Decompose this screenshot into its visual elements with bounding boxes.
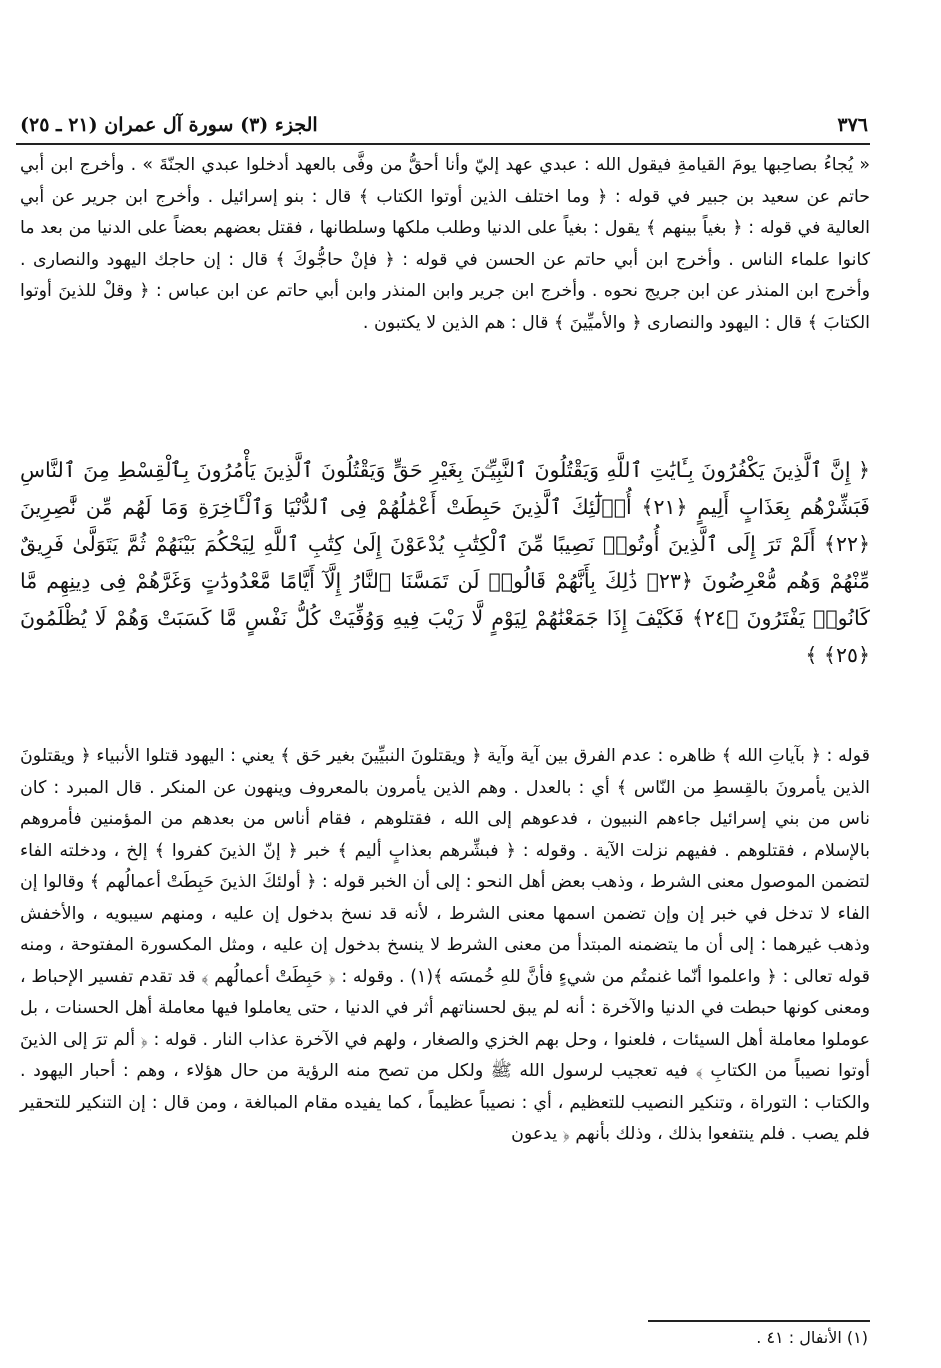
commentary-paragraph-1: « يُجاءُ بصاحِبها يومَ القيامةِ فيقول الله : عبدي عهد إليّ وأنا أحقُّ من وفَّى بالعهد أدخلوا عبدي الجنّةَ » . وأخرج ابن أبي حاتم عن سعيد بن جبير في قوله : ﴿ وما اختلف الذين أوتوا الكتاب ﴾ قال : بنو إسرائيل . وأخرج ابن جرير عن أبي العالية في قوله : ﴿ بغياً بينهم ﴾ يقول : بغياً على الدنيا وطلب ملكها وسلطانها ، فقتل بعضهم بعضاً على الدنيا من بعد ما كانوا علماء الناس . وأخرج ابن أبي حاتم عن الحسن في قوله : ﴿ فإنْ حاجُّوكَ ﴾ قال : إن حاجك اليهود والنصارى . وأخرج ابن المنذر عن ابن جريج نحوه . وأخرج ابن جرير وابن المنذر وابن أبي حاتم عن ابن عباس : ﴿ وقلْ للذينَ أوتوا الكتابَ ﴾ قال : اليهود والنصارى ﴿ والأميِّينَ ﴾ قال : هم الذين لا يكتبون . (20, 155, 870, 333)
quran-verses-block: ﴿ إِنَّ ٱلَّذِينَ يَكْفُرُونَ بِـَٔايَٰتِ ٱللَّهِ وَيَقْتُلُونَ ٱلنَّبِيِّـۧنَ بِغَيْرِ حَقٍّ وَيَقْتُلُونَ ٱلَّذِينَ يَأْمُرُونَ بِٱلْقِسْطِ مِنَ ٱلنَّاسِ فَبَشِّرْهُم بِعَذَابٍ أَلِيمٍ ﴿٢١﴾ أُو۟لَٰٓئِكَ ٱلَّذِينَ حَبِطَتْ أَعْمَٰلُهُمْ فِى ٱلدُّنْيَا وَٱلْـَٔاخِرَةِ وَمَا لَهُم مِّن نَّٰصِرِينَ ﴿٢٢﴾ أَلَمْ تَرَ إِلَى ٱلَّذِينَ أُوتُوا۟ نَصِيبًا مِّنَ ٱلْكِتَٰبِ يُدْعَوْنَ إِلَىٰ كِتَٰبِ ٱللَّهِ لِيَحْكُمَ بَيْنَهُمْ ثُمَّ يَتَوَلَّىٰ فَرِيقٌ مِّنْهُمْ وَهُم مُّعْرِضُونَ ﴿٢٣﴾ ذَٰلِكَ بِأَنَّهُمْ قَالُوا۟ لَن تَمَسَّنَا ٱلنَّارُ إِلَّآ أَيَّامًا مَّعْدُودَٰتٍ وَغَرَّهُمْ فِى دِينِهِم مَّا كَانُوا۟ يَفْتَرُونَ ﴿٢٤﴾ فَكَيْفَ إِذَا جَمَعْنَٰهُمْ لِيَوْمٍ لَّا رَيْبَ فِيهِ وَوُفِّيَتْ كُلُّ نَفْسٍ مَّا كَسَبَتْ وَهُمْ لَا يُظْلَمُونَ ﴿٢٥﴾ ﴾ (20, 458, 870, 667)
commentary-paragraph-2: قوله : ﴿ بآياتِ الله ﴾ ظاهره : عدم الفرق بين آية وآية ﴿ ويقتلونَ النبيِّينَ بغير حَق ﴾ يعني : اليهود قتلوا الأنبياء ﴿ ويقتلونَ الذين يأمرونَ بالقِسطِ من النّاس ﴾ أي : بالعدل . وهم الذين يأمرون بالمعروف وينهون عن المنكر . قال المبرد : كان ناس من بني إسرائيل جاءهم النبيون ، فدعوهم إلى الله ، فقتلوهم ، فقام أناس من بعدهم من المؤمنين فأمروهم بالإسلام ، فقتلوهم . ففيهم نزلت الآية . وقوله : ﴿ فبشِّرهم بعذابٍ أليم ﴾ خبر ﴿ إنّ الذينَ كفروا ﴾ إلخ ، ودخلته الفاء لتضمن الموصول معنى الشرط ، وذهب بعض أهل النحو : إلى أن الخبر قوله : ﴿ أولئكَ الذينَ حَبِطَتْ أعمالُهم ﴾ وقالوا إن الفاء لا تدخل في خبر إن وإن تضمن اسمها معنى الشرط ، لأنه قد نسخ بدخول إن عليه ، ومنهم سيبويه ، والأخفش وذهب غيرهما : إلى أن ما يتضمنه المبتدأ من معنى الشرط لا ينسخ بدخول إن عليه ، ومثل المكسورة المفتوحة ، ومنه قوله تعالى : ﴿ واعلموا أنّما غنمتُم من شيءٍ فأنَّ للهِ خُمسَه ﴾(١) . وقوله : ﴿ حَبِطَتْ أعمالُهم ﴾ قد تقدم تفسير الإحباط ، ومعنى كونها حبطت في الدنيا والآخرة : أنه لم يبق لحسناتهم أثر في الدنيا ، حتى يعاملوا فيها معاملة أهل الحسنات ، بل عوملوا معاملة أهل السيئات ، فلعنوا ، وحل بهم الخزي والصغار ، ولهم في الآخرة عذاب النار . قوله : ﴿ ألم ترَ إلى الذينَ أوتوا نصيباً من الكتابِ ﴾ فيه تعجيب لرسول الله ﷺ ولكل من تصح منه الرؤية من حال هؤلاء ، وهم : أحبار اليهود . والكتاب : التوراة ، وتنكير النصيب للتعظيم ، أي : نصيباً عظيماً ، كما يفيده مقام المبالغة ، ومن قال : إن التنكير للتحقير فلم يصب . فلم ينتفعوا بذلك ، وذلك بأنهم ﴿ يدعون (20, 746, 870, 1144)
footnote: (١) الأنفال : ٤١ . (756, 1328, 868, 1347)
footnote-divider (648, 1320, 870, 1322)
header-divider (16, 143, 870, 145)
running-title: الجزء (٣) سورة آل عمران (٢١ ـ ٢٥) (20, 114, 318, 136)
page-number: ٣٧٦ (837, 114, 868, 136)
page-header (20, 108, 868, 142)
